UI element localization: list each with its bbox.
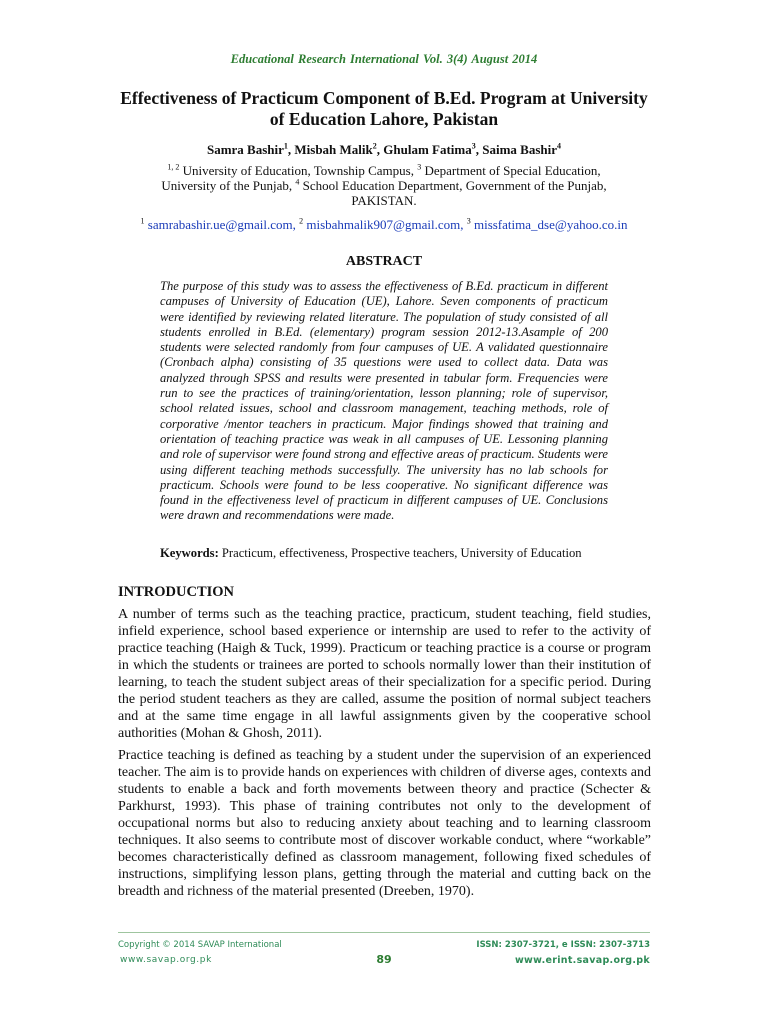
abstract-text: The purpose of this study was to assess the effectiveness of B.Ed. practicum in different campuses of University of Education (UE), Lahore. Seven components of practicum were identified by reviewing related literature. The population of study consisted of all students enrolled in B.Ed. (elementary) program session 2012-13.Asample of 200 students were selected randomly from four campuses of UE. A validated questionnaire (Cronbach alpha) consisting of 35 questions were used to collect data. Data was analyzed through SPSS and results were presented in tabular form. Frequencies were run to see the practices of training/orientation, lesson planning; role of supervisor, school related issues, school and classroom management, teaching methods, role of corporative /mentor teachers in practicum. Major findings showed that training and orientation of teaching practice was weak in all campuses of UE. Lessoning planning and role of supervisor were found strong and effective areas of practicum. Students were using different teaching methods successfully. The university has no lab schools for practicum. Schools were found to be less cooperative. No significant difference was found in the effectiveness level of practicum in different campuses of UE. Conclusions were drawn and recommendations were made. [160, 279, 608, 523]
author-list [0, 142, 768, 158]
footer-website-right[interactable]: www.erint.savap.org.pk [514, 955, 650, 966]
email-link[interactable]: missfatima_dse@yahoo.co.in [473, 217, 628, 232]
email-list [0, 217, 768, 233]
affil-sup: 3 [417, 162, 422, 172]
author-separator: , [475, 142, 483, 157]
affil-text: Department of Special Education, University of the Punjab, [161, 163, 601, 193]
page-number: 89 [376, 953, 392, 966]
email-link[interactable]: samrabashir.ue@gmail.com [147, 217, 293, 232]
section-heading: INTRODUCTION [118, 584, 235, 600]
author-name: Ghulam Fatima [383, 142, 472, 157]
affil-text: University of Education, Township Campus, [182, 163, 418, 178]
email-link[interactable]: misbahmalik907@gmail.com [306, 217, 461, 232]
author-name: Samra Bashir [206, 142, 284, 157]
keywords-text: Practicum, effectiveness, Prospective teachers, University of Education [221, 546, 582, 560]
author-sup: 3 [471, 141, 476, 151]
affiliations [150, 163, 618, 208]
body-paragraph: A number of terms such as the teaching practice, practicum, student teaching, field studies, infield experience, school based experience or internship are used to refer to the activity of practice teaching (Haigh & Tuck, 1999). Practicum or teaching practice is a course or program in which the students or trainees are ported to schools normally lower than their institution of learning, to teach the student subject areas of their specialization for a specific period. During the period student teachers as they are called, assume the position of normal subject teachers and at the same time engage in all lawful assignments given by the cooperative school authorities (Mohan & Ghosh, 2011). [118, 607, 651, 741]
email-sup: 3 [466, 216, 471, 226]
footer-website-left[interactable]: www.savap.org.pk [120, 955, 212, 965]
author-sup: 2 [372, 141, 377, 151]
paper-title: Effectiveness of Practicum Component of B.Ed. Program at University of Education Lahore, Pakistan [120, 88, 648, 129]
abstract-heading: ABSTRACT [345, 254, 423, 269]
author-name: Saima Bashir [482, 142, 558, 157]
footer-copyright: Copyright © 2014 SAVAP International [118, 940, 282, 950]
keywords [160, 546, 630, 561]
author-sup: 1 [283, 141, 288, 151]
email-separator: , [460, 217, 467, 232]
author-name: Misbah Malik [294, 142, 373, 157]
email-sup: 1 [140, 216, 145, 226]
footer-divider [118, 932, 650, 933]
affil-text: School Education Department, Government of the Punjab, PAKISTAN. [302, 178, 607, 208]
affil-sup: 4 [295, 177, 300, 187]
author-separator: , [287, 142, 295, 157]
journal-header: Educational Research International Vol. 3(4) August 2014 [230, 52, 538, 66]
email-separator: , [292, 217, 300, 232]
body-paragraph: Practice teaching is defined as teaching by a student under the supervision of an experienced teacher. The aim is to provide hands on experiences with children of diverse ages, contexts and students to enable a back and forth movements between theory and practice (Schecter & Parkhurst, 1993). This phase of training contributes not only to the development of occupational norms but also to reducing anxiety about teaching and to learning classroom techniques. It also seems to contribute most of discover workable conduct, where “workable” becomes characteristically defined as classroom management, following fixed schedules of instructions, simplifying lesson plans, getting through the material and cutting back on the breadth and richness of the material presented (Dreeben, 1970). [118, 748, 651, 899]
email-sup: 2 [299, 216, 304, 226]
author-sup: 4 [557, 141, 562, 151]
author-separator: , [376, 142, 384, 157]
keywords-label: Keywords: [160, 546, 219, 560]
footer-issn: ISSN: 2307-3721, e ISSN: 2307-3713 [476, 940, 650, 950]
affil-sup: 1, 2 [167, 162, 180, 172]
